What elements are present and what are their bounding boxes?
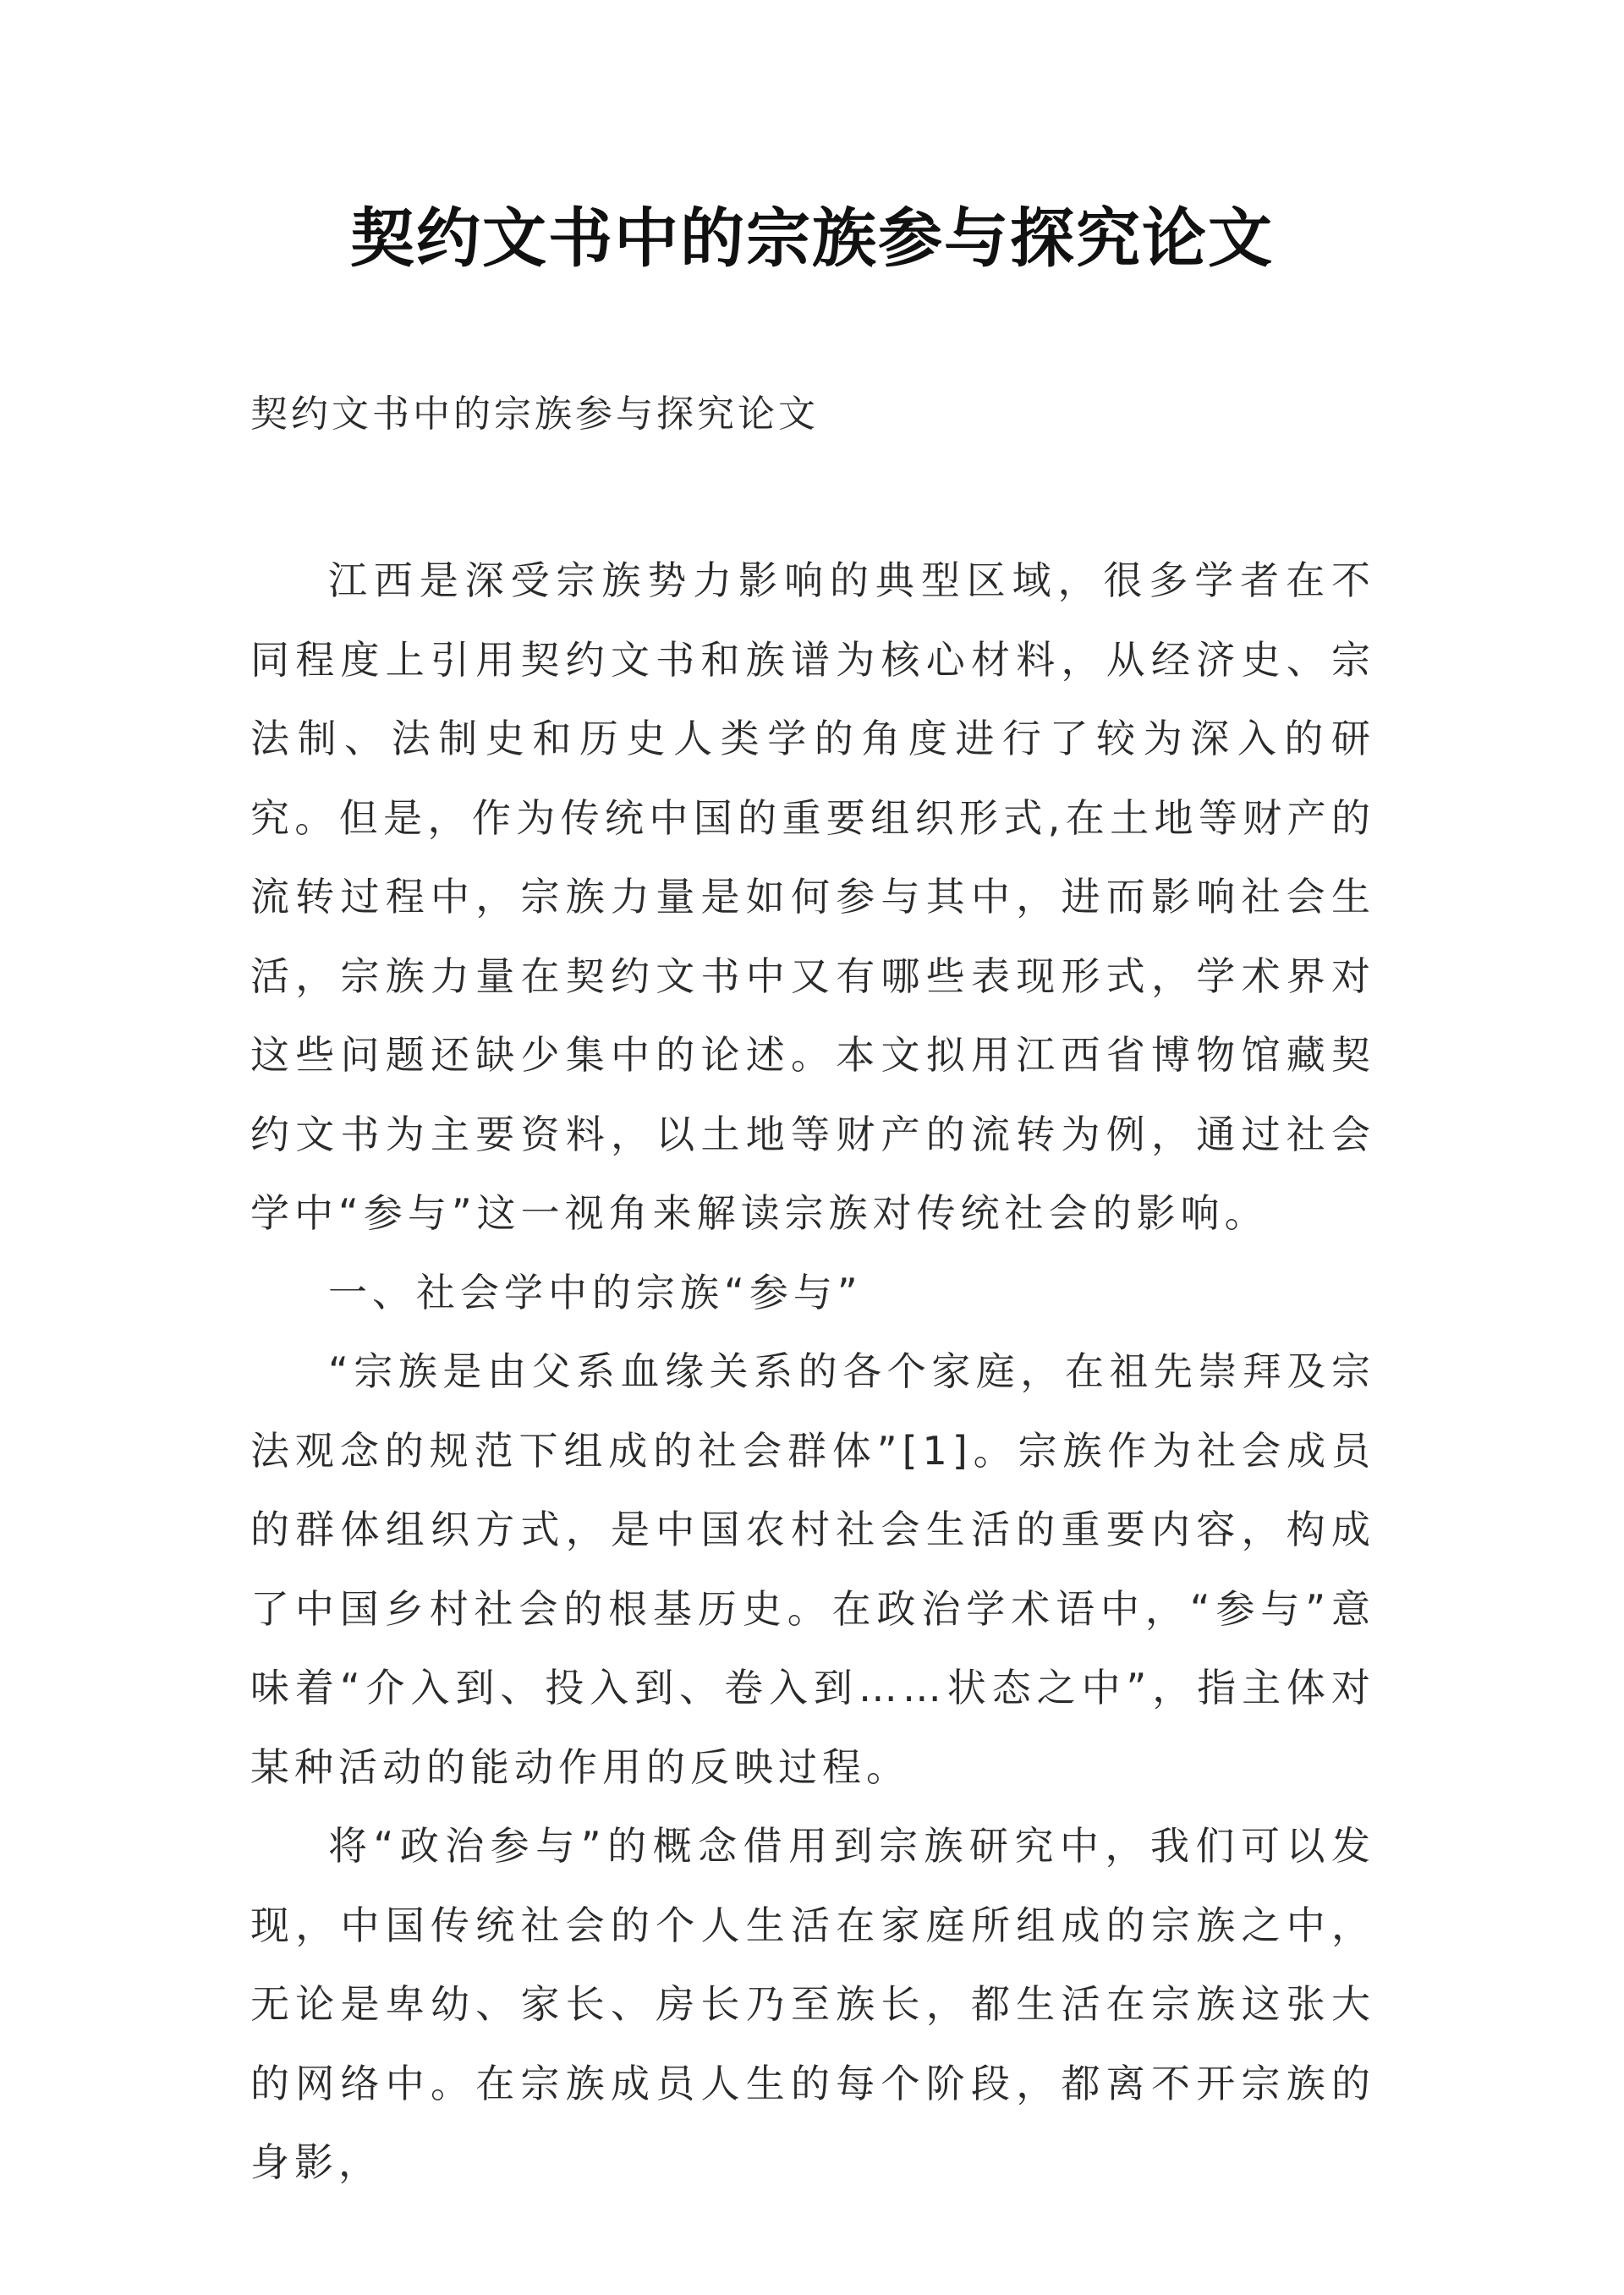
paragraph: 江西是深受宗族势力影响的典型区域，很多学者在不同程度上引用契约文书和族谱为核心材料，从经济史、宗法制、法制史和历史人类学的角度进行了较为深入的研究。但是，作为传统中国的重要组织形式,在土地等财产的流转过程中，宗族力量是如何参与其中，进而影响社会生活，宗族力量在契约文书中又有哪些表现形式，学术界对这些问题还缺少集中的论述。本文拟用江西省博物馆藏契约文书为主要资料，以土地等财产的流转为例，通过社会学中“参与”这一视角来解读宗族对传统社会的影响。 (250, 557, 1375, 1236)
document-title: 契约文书中的宗族参与探究论文 (350, 200, 1274, 276)
section-heading: 一、社会学中的宗族“参与” (328, 1269, 863, 1315)
paragraph: “宗族是由父系血缘关系的各个家庭，在祖先崇拜及宗法观念的规范下组成的社会群体”[1]。宗族作为社会成员的群体组织方式，是中国农村社会生活的重要内容，构成了中国乡村社会的根基历史。在政治学术语中，“参与”意味着“介入到、投入到、卷入到……状态之中”，指主体对某种活动的能动作用的反映过程。 (250, 1348, 1375, 1790)
document-body (250, 541, 1375, 2203)
paragraph: 将“政治参与”的概念借用到宗族研究中，我们可以发现，中国传统社会的个人生活在家庭所组成的宗族之中，无论是卑幼、家长、房长乃至族长，都生活在宗族这张大的网络中。在宗族成员人生的每个阶段，都离不开宗族的身影， (250, 1823, 1375, 2185)
document-subtitle: 契约文书中的宗族参与探究论文 (250, 393, 819, 436)
